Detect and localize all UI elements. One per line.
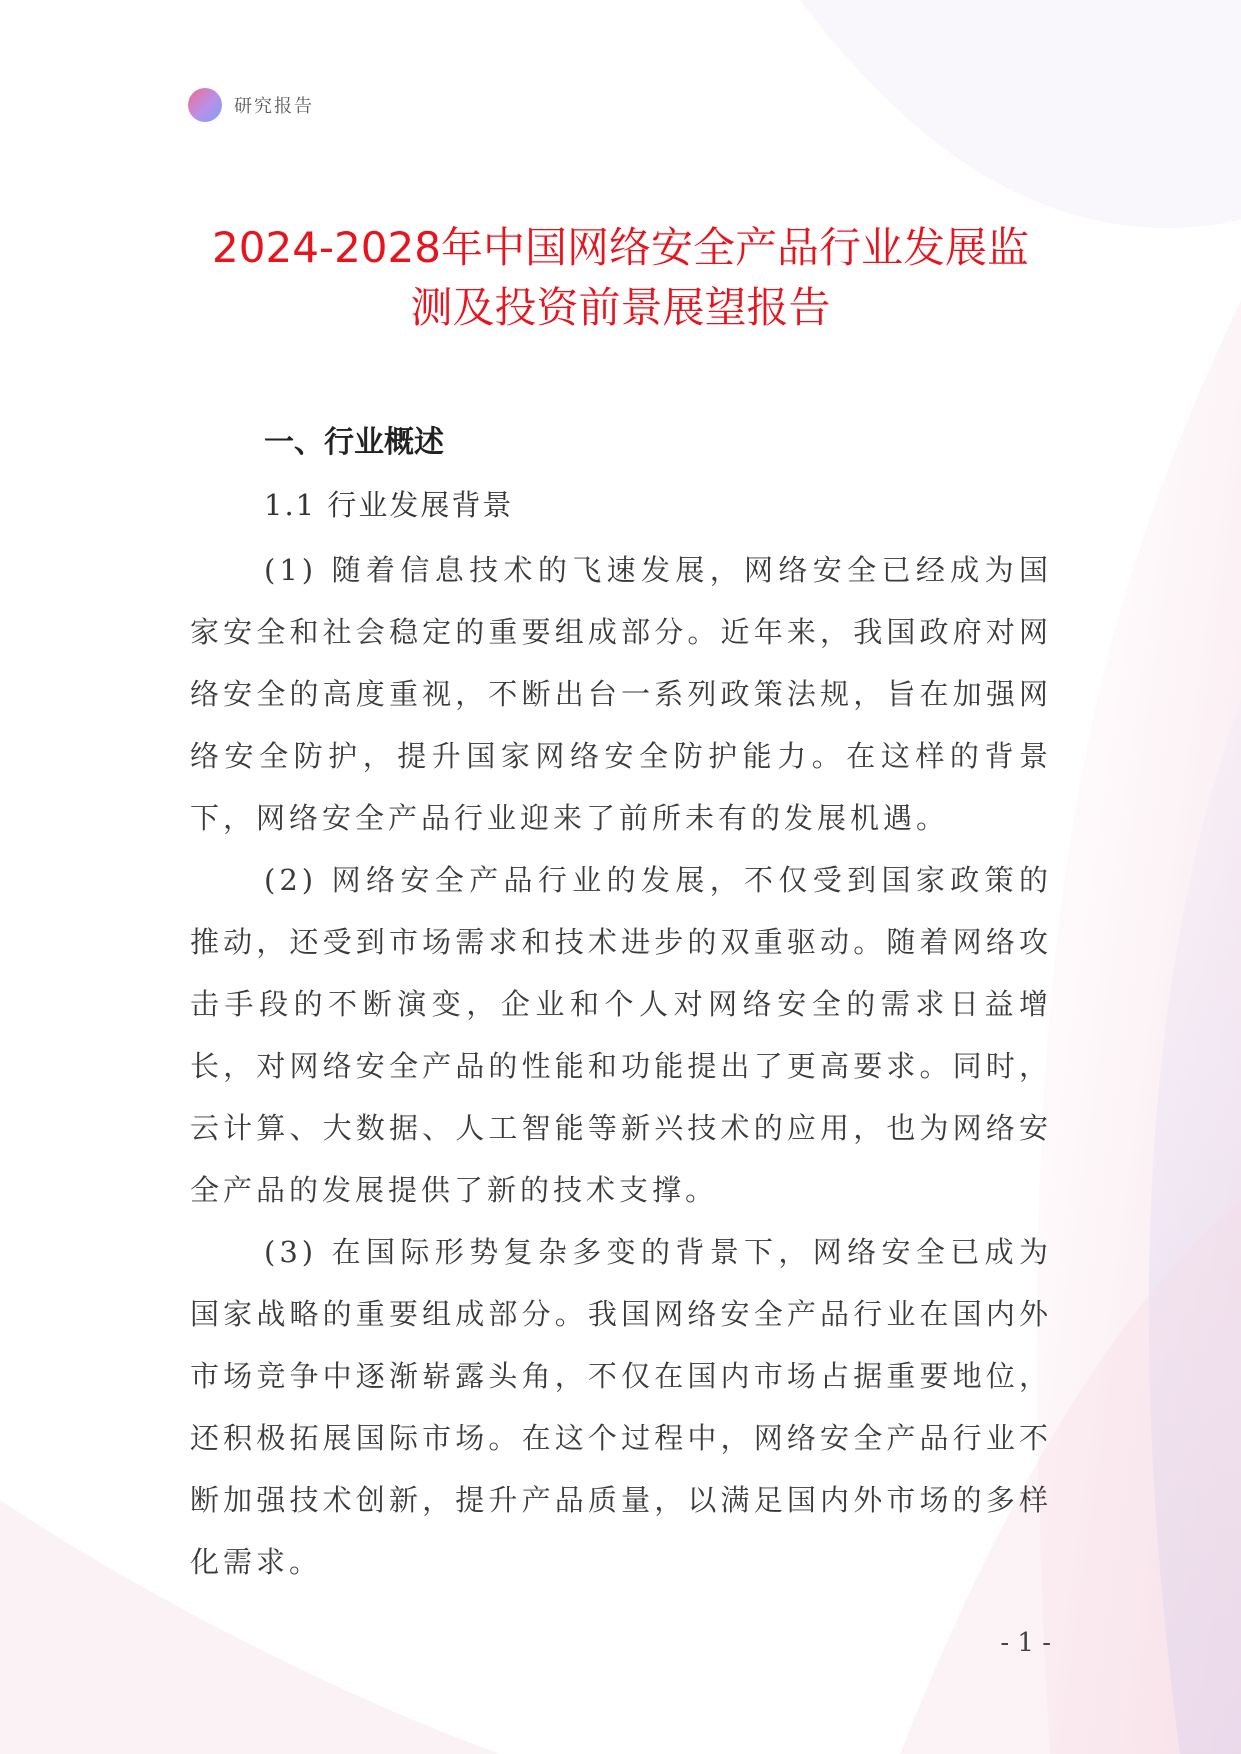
logo-circle-icon	[188, 88, 222, 122]
report-body	[190, 415, 1052, 1593]
header-label: 研究报告	[234, 96, 314, 117]
page-number: - 1 -	[1000, 1628, 1051, 1658]
paragraph-2: (2) 网络安全产品行业的发展，不仅受到国家政策的推动，还受到市场需求和技术进步的双重驱动。随着网络攻击手段的不断演变，企业和个人对网络安全的需求日益增长，对网络安全产品的性能和功能提出了更高要求。同时，云计算、大数据、人工智能等新兴技术的应用，也为网络安全产品的发展提供了新的技术支撑。	[190, 863, 1052, 1207]
subsection-heading: 1.1 行业发展背景	[264, 488, 514, 522]
section-heading: 一、行业概述	[264, 425, 444, 460]
title-line-1: 2024-2028年中国网络安全产品行业发展监	[212, 223, 1029, 272]
report-title	[150, 218, 1091, 338]
title-line-2: 测及投资前景展望报告	[410, 283, 831, 332]
paragraph-3: (3) 在国际形势复杂多变的背景下，网络安全已成为国家战略的重要组成部分。我国网络安全产品行业在国内外市场竞争中逐渐崭露头角，不仅在国内市场占据重要地位，还积极拓展国际市场。在这个过程中，网络安全产品行业不断加强技术创新，提升产品质量，以满足国内外市场的多样化需求。	[190, 1235, 1052, 1579]
paragraph-1: (1) 随着信息技术的飞速发展，网络安全已经成为国家安全和社会稳定的重要组成部分。近年来，我国政府对网络安全的高度重视，不断出台一系列政策法规，旨在加强网络安全防护，提升国家网络安全防护能力。在这样的背景下，网络安全产品行业迎来了前所未有的发展机遇。	[190, 553, 1052, 835]
report-header	[188, 88, 314, 122]
